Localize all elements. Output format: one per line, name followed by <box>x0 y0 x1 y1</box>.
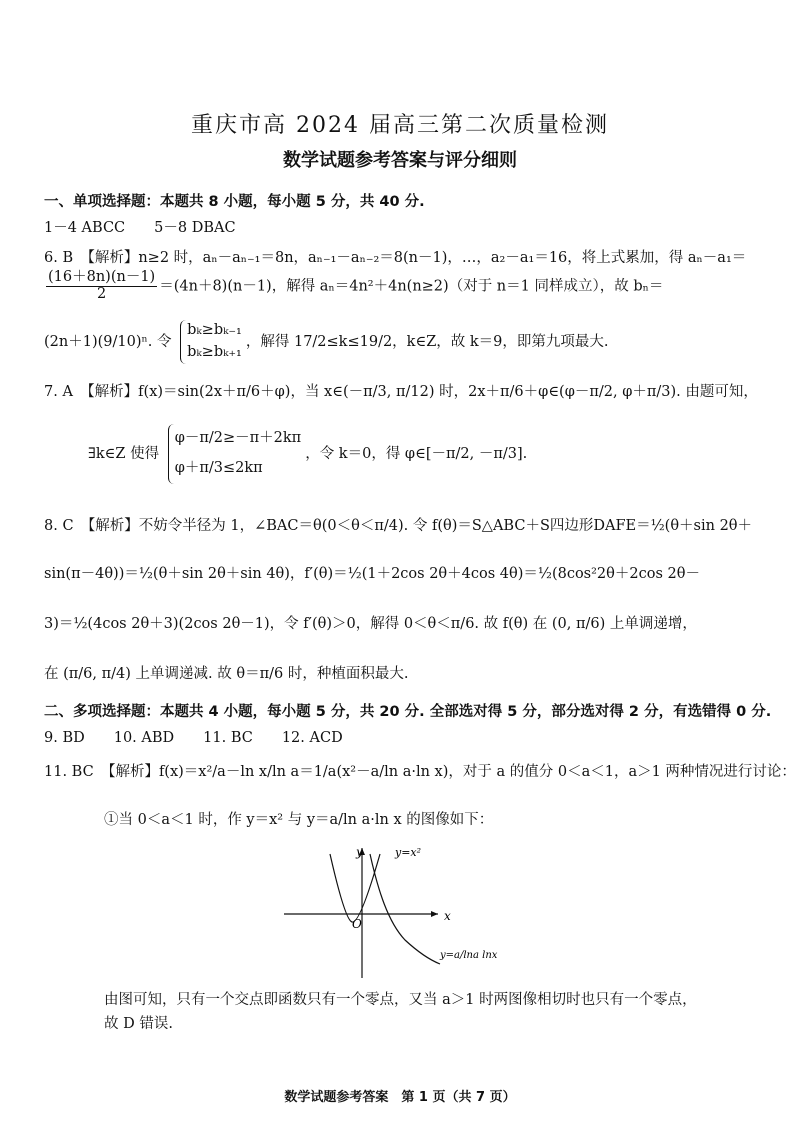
q8-line1: 8. C 【解析】不妨令半径为 1，∠BAC＝θ(0＜θ＜π/4). 令 f(θ)＝S△ABC＋S四边形DAFE＝½(θ＋sin 2θ＋ <box>44 518 753 534</box>
log-curve-label: y=a/lna lnx <box>440 950 498 961</box>
q6-line2: $\frac{(16+8n)(n-1)}{2}$ ＝(4n＋8)(n－1)，解得 aₙ＝4n²＋4n(n≥2)（对于 n＝1 同样成立），故 bₙ＝ <box>48 269 664 302</box>
section2-heading: 二、多项选择题：本题共 4 小题，每小题 5 分，共 20 分. 全部选对得 5 分，部分选对得 2 分，有选错得 0 分. <box>44 704 772 720</box>
log-curve <box>370 854 440 964</box>
function-graph <box>0 840 800 980</box>
q8-line3: 3)＝½(4cos 2θ＋3)(2cos 2θ－1)，令 f′(θ)＞0，解得 0＜θ＜π/6. 故 f(θ) 在 (0, π/6) 上单调递增， <box>44 616 697 632</box>
q7-line2: ∃k∈Z 使得 φ－π/2≥－π＋2kπ φ＋π/3≤2kπ ，令 k＝0，得 φ∈[－π/2, －π/3]. <box>44 424 760 484</box>
section1-heading: 一、单项选择题：本题共 8 小题，每小题 5 分，共 40 分. <box>44 194 425 210</box>
page-subtitle: 数学试题参考答案与评分细则 <box>283 150 517 171</box>
q8-line4: 在 (π/6, π/4) 上单调递减. 故 θ＝π/6 时，种植面积最大. <box>44 666 409 682</box>
page-title: 重庆市高 2024 届高三第二次质量检测 <box>191 113 609 138</box>
q11-line4: 故 D 错误. <box>104 1016 173 1032</box>
q7-system: φ－π/2≥－π＋2kπ φ＋π/3≤2kπ <box>168 424 302 484</box>
q11-line3: 由图可知，只有一个交点即函数只有一个零点，又当 a＞1 时两图像相切时也只有一个零点， <box>104 992 697 1008</box>
q6-system: bₖ≥bₖ₋₁ bₖ≥bₖ₊₁ <box>180 320 242 364</box>
section2-answers: 9. BD 10. ABD 11. BC 12. ACD <box>44 730 343 746</box>
origin-label: O <box>352 917 362 931</box>
section1-answers: 1－4 ABCC 5－8 DBAC <box>44 220 236 236</box>
q7-line1: 7. A 【解析】f(x)＝sin(2x＋π/6＋φ)，当 x∈(－π/3, π/12) 时，2x＋π/6＋φ∈(φ－π/2, φ＋π/3). 由题可知， <box>44 384 758 400</box>
q11-line1: 11. BC 【解析】f(x)＝x²/a－ln x/ln a＝1/a(x²－a/ln a·ln x)，对于 a 的值分 0＜a＜1，a＞1 两种情况进行讨论： <box>44 764 796 780</box>
q8-line2: sin(π－4θ))＝½(θ＋sin 2θ＋sin 4θ)，f′(θ)＝½(1＋2cos 2θ＋4cos 4θ)＝½(8cos²2θ＋2cos 2θ－ <box>44 566 700 582</box>
x-axis-label: x <box>444 909 451 923</box>
q6-line1: 6. B 【解析】n≥2 时，aₙ－aₙ₋₁＝8n，aₙ₋₁－aₙ₋₂＝8(n－1)，…，a₂－a₁＝16，将上式累加，得 aₙ－a₁＝ <box>44 250 747 266</box>
page-footer: 数学试题参考答案 第 1 页（共 7 页） <box>284 1090 516 1105</box>
parabola-label: y=x² <box>395 846 422 859</box>
q6-fraction: $\frac{(16+8n)(n-1)}{2}$ <box>48 269 156 302</box>
q11-line2: ①当 0＜a＜1 时，作 y＝x² 与 y＝a/ln a·ln x 的图像如下： <box>104 812 494 828</box>
x-axis-arrow <box>431 911 438 917</box>
q6-line3: (2n＋1)(9/10)ⁿ. 令 bₖ≥bₖ₋₁ bₖ≥bₖ₊₁ ，解得 17/2≤k≤19/2，k∈Z，故 k＝9，即第九项最大. <box>44 320 760 364</box>
y-axis-label: y <box>356 845 363 859</box>
